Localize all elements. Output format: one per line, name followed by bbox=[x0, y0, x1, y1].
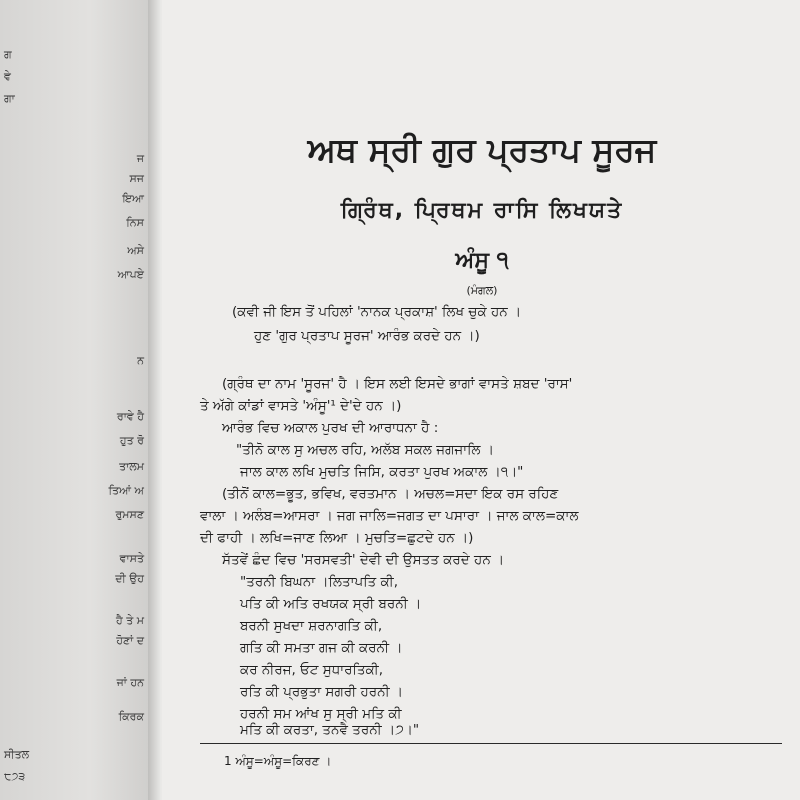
main-page bbox=[162, 0, 800, 800]
left-page-line: ਕਿਰਕ bbox=[118, 710, 144, 723]
gloss-line: ਵਾਲਾ । ਅਲੰਬ=ਆਸਰਾ । ਜਗ ਜਾਲਿ=ਜਗਤ ਦਾ ਪਸਾਰਾ । ਜਾਲ ਕਾਲ=ਕਾਲ bbox=[200, 508, 579, 524]
left-page-line: ਨਿਸ bbox=[126, 216, 144, 229]
verse-line: ਜਾਲ ਕਾਲ ਲਖਿ ਮੁਚਤਿ ਜਿਸਿ, ਕਰਤਾ ਪੁਰਖ ਅਕਾਲ ।੧।" bbox=[240, 464, 524, 480]
left-page-line: ਵਾਸਤੇ bbox=[119, 552, 144, 565]
verse-line: ਪਤਿ ਕੀ ਅਤਿ ਰਖਯਕ ਸ੍ਰੀ ਬਰਨੀ । bbox=[240, 596, 422, 612]
left-page-line: ਨ bbox=[137, 354, 144, 367]
verse-line: ਗਤਿ ਕੀ ਸਮਤਾ ਗਜ ਕੀ ਕਰਨੀ । bbox=[240, 640, 403, 656]
chapter-heading: ਅੰਸੂ ੧ bbox=[455, 248, 509, 273]
left-page-line: ਇਆ bbox=[122, 192, 144, 205]
verse-line: ਮਤਿ ਕੀ ਕਰਤਾ, ਤਨਵੈ ਤਰਨੀ ।੭।" bbox=[240, 722, 420, 738]
left-facing-page bbox=[0, 0, 150, 800]
gloss-line: (ਤੀਨੋਂ ਕਾਲ=ਭੂਤ, ਭਵਿਖ, ਵਰਤਮਾਨ । ਅਚਲ=ਸਦਾ ਇਕ ਰਸ ਰਹਿਣ bbox=[222, 486, 559, 502]
left-page-line: ਹੈ ਤੇ ਮ bbox=[115, 614, 144, 627]
left-page-line: ਤਿਆਂ ਅ bbox=[108, 484, 144, 497]
body-line: ਆਰੰਭ ਵਿਚ ਅਕਾਲ ਪੁਰਖ ਦੀ ਆਰਾਧਨਾ ਹੈ : bbox=[222, 420, 439, 436]
left-page-line: ਵੇ bbox=[4, 70, 11, 83]
left-page-line: ਅਸੇ bbox=[127, 244, 144, 257]
left-page-line: ਰੁਮਸਣ bbox=[115, 508, 144, 521]
page-subtitle: ਗ੍ਰਿੰਥ, ਪ੍ਰਿਥਮ ਰਾਸਿ ਲਿਖਯਤੇ bbox=[340, 198, 624, 223]
verse-line: "ਤੀਨੋ ਕਾਲ ਸੁ ਅਚਲ ਰਹਿ, ਅਲੱਬ ਸਕਲ ਜਗਜਾਲਿ । bbox=[236, 442, 494, 458]
intro-line: (ਕਵੀ ਜੀ ਇਸ ਤੋਂ ਪਹਿਲਾਂ 'ਨਾਨਕ ਪ੍ਰਕਾਸ਼' ਲਿਖ ਚੁਕੇ ਹਨ । bbox=[232, 304, 522, 320]
left-page-line: ਹੋਣਾਂ ਦ bbox=[116, 634, 144, 647]
left-page-line: ਰਾਵੇ ਹੈ bbox=[116, 410, 144, 423]
left-page-footer-label: ਸੀਤਲ bbox=[4, 748, 30, 761]
body-line: ਸੱਤਵੇਂ ਛੰਦ ਵਿਚ 'ਸਰਸਵਤੀ' ਦੇਵੀ ਦੀ ਉਸਤਤ ਕਰਦੇ ਹਨ । bbox=[222, 552, 505, 568]
body-line: ਤੇ ਅੱਗੇ ਕਾਂਡਾਂ ਵਾਸਤੇ 'ਅੰਸੂ'¹ ਦੇ'ਦੇ ਹਨ ।) bbox=[200, 398, 402, 414]
left-page-line: ਗਾ bbox=[4, 92, 15, 105]
left-page-line: ਆਪਏ bbox=[117, 268, 144, 281]
verse-line: ਹਰਨੀ ਸਮ ਆਂਖ ਸੁ ਸ੍ਰੀ ਮਤਿ ਕੀ bbox=[240, 706, 402, 722]
verse-line: ਬਰਨੀ ਸੁਖਦਾ ਸ਼ਰਨਾਗਤਿ ਕੀ, bbox=[240, 618, 383, 634]
body-line: (ਗ੍ਰੰਥ ਦਾ ਨਾਮ 'ਸੂਰਜ' ਹੈ । ਇਸ ਲਈ ਇਸਦੇ ਭਾਗਾਂ ਵਾਸਤੇ ਸ਼ਬਦ 'ਰਾਸ' bbox=[222, 376, 573, 392]
gloss-line: ਦੀ ਫਾਹੀ । ਲਖਿ=ਜਾਣ ਲਿਆ । ਮੁਚਤਿ=ਛੁਟਦੇ ਹਨ ।) bbox=[200, 530, 474, 546]
page-title: ਅਥ ਸ੍ਰੀ ਗੁਰ ਪ੍ਰਤਾਪ ਸੂਰਜ bbox=[307, 130, 657, 169]
verse-line: ਕਰ ਨੀਰਜ, ਓਟ ਸੁਧਾਰਤਿਕੀ, bbox=[240, 662, 384, 678]
left-page-line: ਜ bbox=[136, 152, 144, 165]
section-note: (ਮੰਗਲ) bbox=[466, 284, 498, 297]
verse-line: "ਤਰਨੀ ਬਿਘਨਾ ।ਲਿਤਾਪਤਿ ਕੀ, bbox=[240, 574, 399, 590]
intro-line: ਹੁਣ 'ਗੁਰ ਪ੍ਰਤਾਪ ਸੂਰਜ' ਆਰੰਭ ਕਰਦੇ ਹਨ ।) bbox=[254, 328, 480, 344]
left-page-line: ਗ bbox=[4, 48, 12, 61]
left-page-line: ਹੁਤ ਰੋ bbox=[119, 434, 144, 447]
left-page-line: ਸਜ bbox=[129, 172, 144, 185]
left-page-number: ੮੭੩ bbox=[4, 770, 26, 783]
verse-line: ਰਤਿ ਕੀ ਪ੍ਰਭੁਤਾ ਸਗਰੀ ਹਰਨੀ । bbox=[240, 684, 404, 700]
left-page-line: ਦੀ ਉਹ bbox=[115, 572, 144, 585]
left-page-line: ਜਾਂ ਹਨ bbox=[116, 676, 144, 689]
footnote-divider bbox=[200, 743, 782, 744]
left-page-line: ਤਾਲਮ bbox=[119, 460, 144, 473]
footnote: 1 ਅੰਸੂ=ਅੰਸੂ=ਕਿਰਣ । bbox=[224, 754, 332, 768]
